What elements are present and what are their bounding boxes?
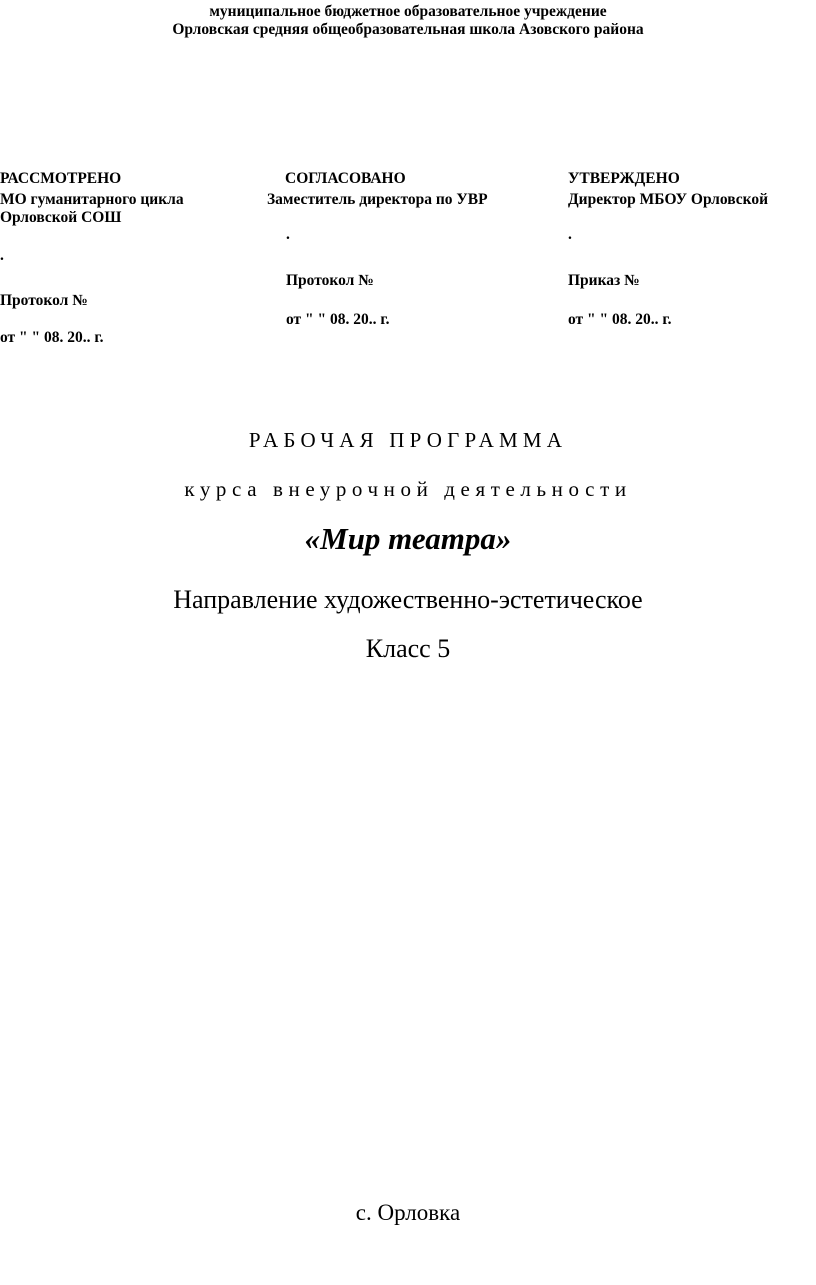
program-title: РАБОЧАЯ ПРОГРАММА bbox=[248, 428, 568, 452]
place-name: с. Орловка bbox=[355, 1200, 461, 1225]
reviewed-committee: МО гуманитарного цикла bbox=[0, 191, 184, 208]
approved-director: Директор МБОУ Орловской bbox=[568, 191, 769, 208]
approved-order: Приказ № bbox=[568, 272, 640, 289]
approved-signature-dot: . bbox=[568, 226, 572, 243]
course-class: Класс 5 bbox=[365, 634, 451, 663]
reviewed-protocol: Протокол № bbox=[0, 292, 88, 309]
reviewed-signature-dot: . bbox=[0, 247, 4, 264]
agreed-date: от " " 08. 20.. г. bbox=[286, 311, 390, 328]
reviewed-school: Орловской СОШ bbox=[0, 209, 122, 226]
agreed-deputy-director: Заместитель директора по УВР bbox=[267, 191, 488, 208]
program-subtitle: курса внеурочной деятельности bbox=[184, 477, 632, 501]
reviewed-heading: РАССМОТРЕНО bbox=[0, 170, 122, 187]
course-name: «Мир театра» bbox=[304, 521, 512, 556]
agreed-protocol: Протокол № bbox=[286, 272, 374, 289]
institution-name: Орловская средняя общеобразовательная школа Азовского района bbox=[172, 21, 644, 38]
reviewed-date: от " " 08. 20.. г. bbox=[0, 329, 104, 346]
agreed-heading: СОГЛАСОВАНО bbox=[285, 170, 406, 187]
approved-date: от " " 08. 20.. г. bbox=[568, 311, 672, 328]
institution-type: муниципальное бюджетное образовательное учреждение bbox=[209, 3, 607, 20]
course-direction: Направление художественно-эстетическое bbox=[173, 585, 643, 614]
agreed-signature-dot: . bbox=[286, 226, 290, 243]
approved-heading: УТВЕРЖДЕНО bbox=[568, 170, 680, 187]
